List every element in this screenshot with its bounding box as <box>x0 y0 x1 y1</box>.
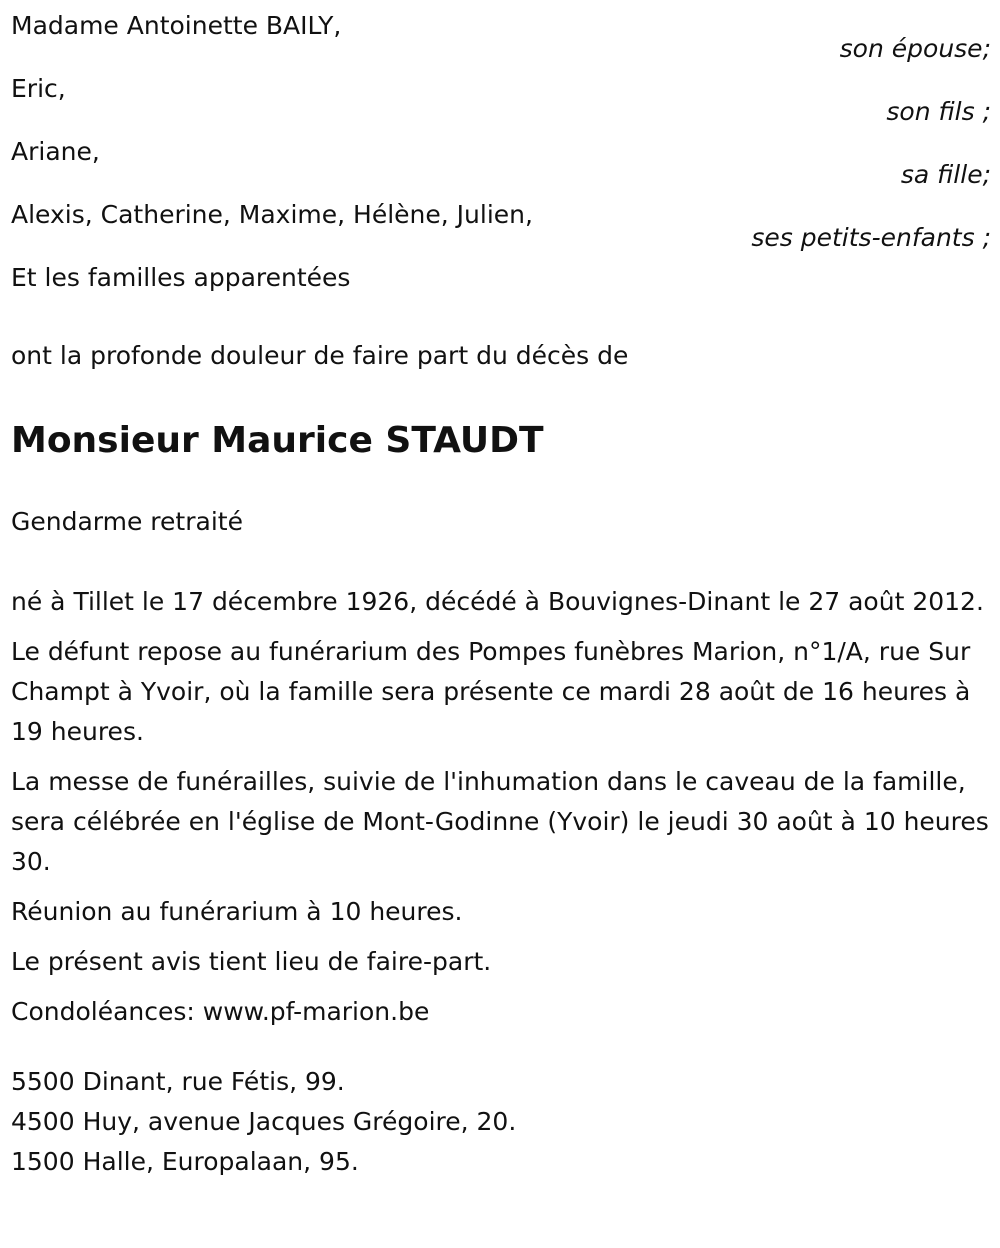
family-member-name: Ariane, <box>11 137 100 166</box>
family-member-role: son fils ; <box>886 97 991 126</box>
condolences-paragraph: Condoléances: www.pf-marion.be <box>11 997 430 1026</box>
deceased-name: Monsieur Maurice STAUDT <box>11 420 544 461</box>
address-line: 1500 Halle, Europalaan, 95. <box>11 1147 359 1176</box>
family-row-daughter <box>11 132 991 195</box>
occupation-text: Gendarme retraité <box>11 507 243 536</box>
family-member-role: ses petits-enfants ; <box>751 223 991 252</box>
family-member-name: Eric, <box>11 74 66 103</box>
obituary-notice <box>11 6 991 1182</box>
funeral-paragraph: La messe de funérailles, suivie de l'inhumation dans le caveau de la famille, sera célébrée en l'église de Mont-Godinne (Yvoir) le jeudi 30 août à 10 heures 30. <box>11 767 989 876</box>
family-row-spouse <box>11 6 991 69</box>
address-line: 5500 Dinant, rue Fétis, 99. <box>11 1067 345 1096</box>
birth-death-paragraph: né à Tillet le 17 décembre 1926, décédé à Bouvignes-Dinant le 27 août 2012. <box>11 587 984 616</box>
family-member-role: son épouse; <box>839 34 991 63</box>
relatives-line: Et les familles apparentées <box>11 263 351 292</box>
visitation-paragraph: Le défunt repose au funérarium des Pompes funèbres Marion, n°1/A, rue Sur Champt à Yvoir, où la famille sera présente ce mardi 28 août de 16 heures à 19 heures. <box>11 637 971 746</box>
address-line: 4500 Huy, avenue Jacques Grégoire, 20. <box>11 1107 517 1136</box>
announcement-text: ont la profonde douleur de faire part du décès de <box>11 341 629 370</box>
meeting-paragraph: Réunion au funérarium à 10 heures. <box>11 897 463 926</box>
family-row-grandchildren <box>11 195 991 258</box>
details-section <box>11 582 991 1032</box>
family-member-role: sa fille; <box>900 160 991 189</box>
notice-paragraph: Le présent avis tient lieu de faire-part. <box>11 947 492 976</box>
address-list <box>11 1062 991 1182</box>
family-row-son <box>11 69 991 132</box>
family-member-name: Alexis, Catherine, Maxime, Hélène, Julien, <box>11 200 533 229</box>
family-member-name: Madame Antoinette BAILY, <box>11 11 342 40</box>
